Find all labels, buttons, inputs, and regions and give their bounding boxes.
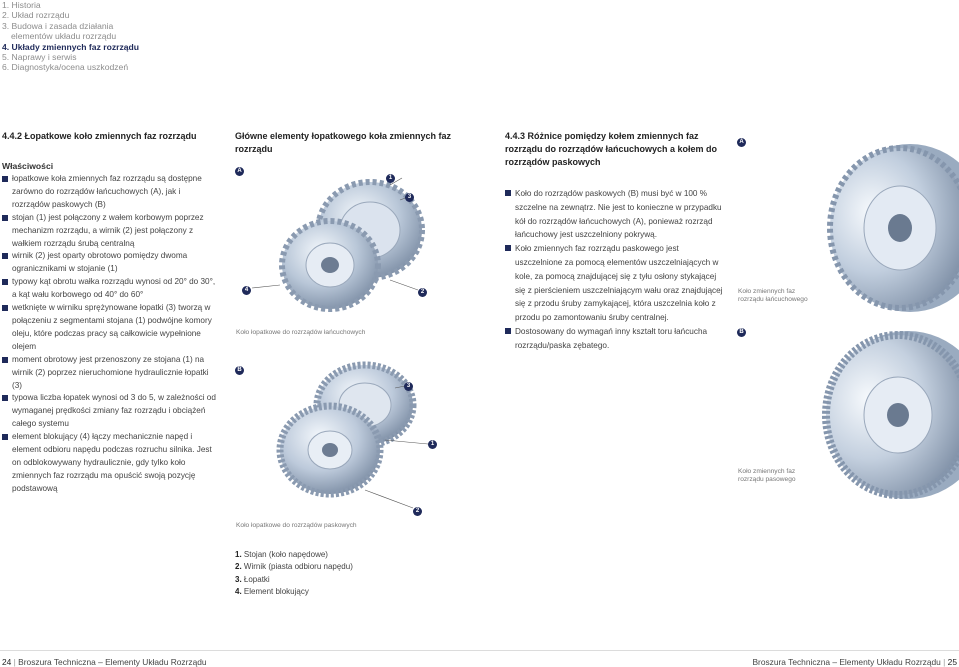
- callout-a-4: 4: [242, 286, 251, 295]
- list-item: łopatkowe koła zmiennych faz rozrządu są dostępne zarówno do rozrządów łańcuchowych (A), jak i rozrządów paskowych (B): [2, 173, 217, 212]
- legend-item-vanes: [235, 574, 353, 586]
- footer-right: Broszura Techniczna – Elementy Układu Rozrządu | 25: [752, 657, 957, 667]
- toc-item-diagnostics[interactable]: 6. Diagnostyka/ocena uszkodzeń: [2, 62, 129, 73]
- toc-item-history[interactable]: 1. Historia: [2, 0, 41, 10]
- toc-item-construction[interactable]: 3. Budowa i zasada działania: [2, 20, 114, 31]
- list-item: wirnik (2) jest oparty obrotowo pomiędzy dwoma ogranicznikami w stojanie (1): [2, 250, 217, 276]
- list-item: stojan (1) jest połączony z wałem korbowym poprzez mechanizm rozrządu, a wirnik (2) jest połączony z wałkiem rozrządu śrubą centralną: [2, 212, 217, 251]
- list-item: Koło zmiennych faz rozrządu paskowego jest uszczelnione za pomocą elementów uszczelniających w kole, za pomocą znajdującej się z tyłu osłony stykającej się z pierścieniem uszczelniającym wału oraz znajdującej się z przodu śruby zamykającej, która uszczelnia koło z przodu po zamontowaniu śruby centralnej.: [505, 242, 725, 325]
- differences-list: [505, 187, 725, 353]
- legend-number: 4.: [235, 587, 242, 597]
- toc-item-repairs[interactable]: 5. Naprawy i serwis: [2, 52, 77, 63]
- callout-a-3: 3: [405, 193, 414, 202]
- page-number-right: 25: [947, 657, 957, 667]
- legend-item-stator: [235, 549, 353, 561]
- caption-chain-vane: Koło łopatkowe do rozrządów łańcuchowych: [236, 329, 366, 336]
- footer-divider: [0, 650, 959, 651]
- callout-a-1: 1: [386, 174, 395, 183]
- callout-b-1: 1: [428, 440, 437, 449]
- belt-vane-phaser-exploded-image: [255, 360, 445, 510]
- footer-title-left: Broszura Techniczna – Elementy Układu Rozrządu: [18, 657, 207, 667]
- properties-heading: Właściwości: [2, 161, 54, 171]
- badge-a-right: A: [737, 138, 746, 147]
- legend-text: Stojan (koło napędowe): [243, 550, 328, 559]
- toc-item-construction-cont[interactable]: elementów układu rozrządu: [11, 31, 117, 42]
- legend-number: 2.: [235, 562, 242, 572]
- parts-legend: [235, 549, 353, 599]
- footer-left: 24 | Broszura Techniczna – Elementy Układu Rozrządu: [2, 657, 207, 667]
- callout-b-2: 2: [413, 507, 422, 516]
- caption-belt-vane: Koło łopatkowe do rozrządów paskowych: [236, 522, 357, 529]
- legend-text: Wirnik (piasta odbioru napędu): [243, 562, 353, 572]
- table-of-contents: [2, 0, 139, 73]
- badge-b-center: B: [235, 366, 244, 375]
- legend-number: 1.: [235, 550, 242, 559]
- list-item: element blokujący (4) łączy mechanicznie napęd i element odbioru napędu podczas rozruchu silnika. Jest on odblokowywany hydraulicznie, gdy tylko koło zmiennych faz rozrządu ma opuścić swoją pozycję podstawową: [2, 431, 217, 496]
- list-item: Dostosowany do wymagań inny kształt toru łańcucha rozrządu/paska zębatego.: [505, 325, 725, 353]
- legend-number: 3.: [235, 574, 242, 584]
- list-item: typowy kąt obrotu wałka rozrządu wynosi od 20° do 30°, a kąt wału korbowego od 40° do 60°: [2, 276, 217, 302]
- main-elements-title: Główne elementy łopatkowego koła zmiennych faz rozrządu: [235, 131, 452, 154]
- page-number-left: 24: [2, 657, 12, 667]
- badge-b-right: B: [737, 328, 746, 337]
- properties-list: [2, 173, 217, 496]
- list-item: moment obrotowy jest przenoszony ze stojana (1) na wirnik (2) poprzez nieruchomione hydraulicznie łopatki (3): [2, 354, 217, 393]
- main-elements-section: [235, 130, 465, 156]
- legend-item-lock: [235, 586, 353, 598]
- differences-title: 4.4.3 Różnice pomiędzy kołem zmiennych faz rozrządu do rozrządów łańcuchowych a kołem do rozrządów paskowych: [505, 131, 718, 167]
- legend-item-rotor: [235, 561, 353, 573]
- footer-title-right: Broszura Techniczna – Elementy Układu Rozrządu: [752, 657, 941, 667]
- toc-item-timing-system[interactable]: 2. Układ rozrządu: [2, 10, 70, 21]
- caption-belt-phaser: Koło zmiennych faz rozrządu pasowego: [738, 468, 796, 483]
- chain-vane-phaser-exploded-image: [250, 170, 450, 330]
- caption-chain-phaser: Koło zmiennych faz rozrządu łańcuchowego: [738, 288, 808, 303]
- legend-text: Element blokujący: [243, 587, 309, 597]
- list-item: Koło do rozrządów paskowych (B) musi być w 100 % szczelne na zewnątrz. Nie jest to konieczne w przypadku kół do rozrządów łańcuchowych (A), ponieważ rozrząd łańcuchowy jest uszczelniony pokrywą.: [505, 187, 725, 242]
- section-title-vane-phaser: 4.4.2 Łopatkowe koło zmiennych faz rozrządu: [2, 131, 197, 141]
- properties-section: [2, 130, 217, 496]
- callout-a-2: 2: [418, 288, 427, 297]
- belt-phaser-image: [800, 325, 959, 505]
- legend-text: Łopatki: [243, 574, 270, 584]
- chain-phaser-image: [800, 140, 959, 320]
- toc-item-variable-timing[interactable]: 4. Układy zmiennych faz rozrządu: [2, 41, 140, 52]
- list-item: wetknięte w wirniku sprężynowane łopatki (3) tworzą w połączeniu z segmentami stojana (1) podwójne komory oleju, które podczas pracy są całkowicie wypełnione olejem: [2, 302, 217, 354]
- list-item: typowa liczba łopatek wynosi od 3 do 5, w zależności od wymaganej prędkości zmiany faz rozrządu i obciążeń całego systemu: [2, 392, 217, 431]
- callout-b-3: 3: [404, 382, 413, 391]
- badge-a-center: A: [235, 167, 244, 176]
- differences-section: [505, 130, 725, 353]
